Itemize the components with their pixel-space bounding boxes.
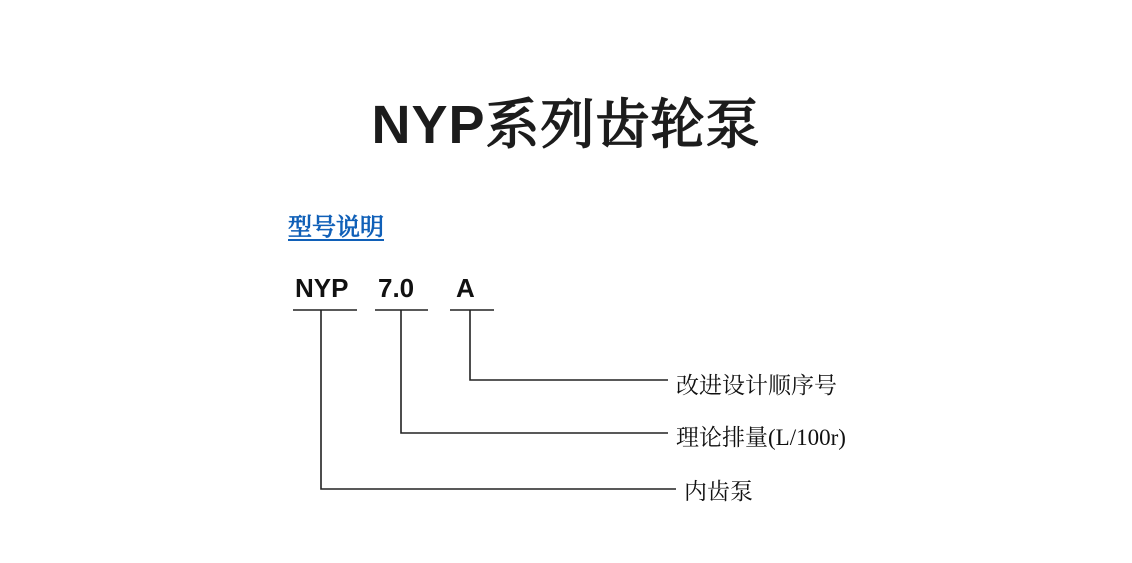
page-title: NYP系列齿轮泵 xyxy=(371,95,761,155)
leader-suffix xyxy=(470,310,668,380)
model-code-suffix: A xyxy=(456,273,475,303)
leader-displacement xyxy=(401,310,668,433)
leader-prefix xyxy=(321,310,676,489)
model-code-prefix: NYP xyxy=(295,273,349,303)
section-heading-model-description: 型号说明 xyxy=(288,214,384,241)
model-code-displacement: 7.0 xyxy=(378,273,415,303)
callout-label-suffix: 改进设计顺序号 xyxy=(676,373,837,398)
callout-label-displacement: 理论排量(L/100r) xyxy=(676,425,846,450)
callout-label-prefix: 内齿泵 xyxy=(684,479,753,504)
